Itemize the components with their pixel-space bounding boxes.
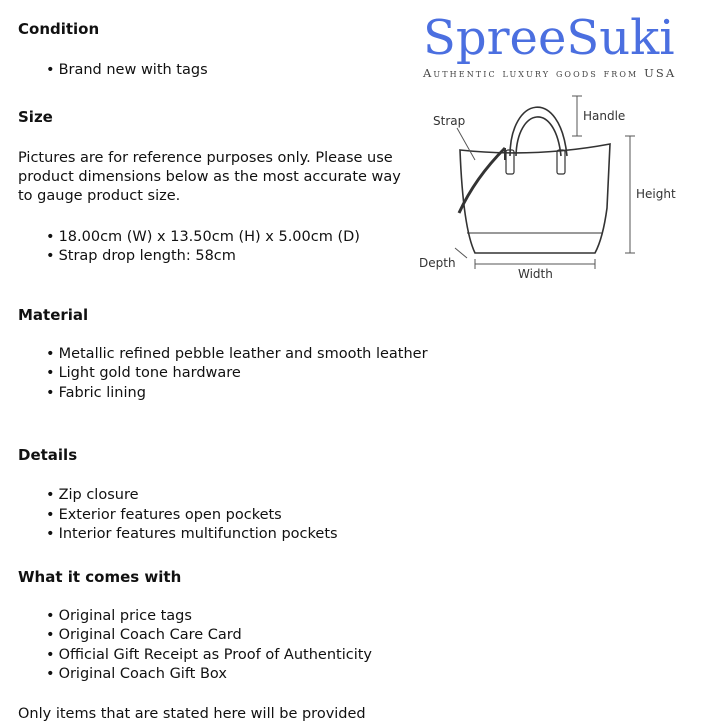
- logo-brand-name: SpreeSuki: [423, 10, 675, 66]
- list-item: • Zip closure: [46, 486, 718, 506]
- condition-list: [18, 61, 718, 81]
- comes-with-list: [18, 607, 718, 685]
- size-note: Pictures are for reference purposes only. Please use product dimensions below as the most accurate way to gauge product size.: [18, 149, 401, 204]
- section-size: [18, 107, 718, 267]
- size-title: Size: [18, 107, 53, 126]
- condition-title: Condition: [18, 20, 100, 38]
- material-title: Material: [18, 305, 89, 324]
- list-item: • Official Gift Receipt as Proof of Authenticity: [46, 646, 718, 666]
- list-item: • Strap drop length: 58cm: [46, 247, 718, 267]
- section-details: [18, 445, 718, 545]
- list-item: • Original price tags: [46, 607, 718, 627]
- label-height: Height: [636, 187, 676, 201]
- section-material: [18, 305, 718, 404]
- list-item: • Metallic refined pebble leather and smooth leather: [46, 345, 718, 365]
- comes-with-title: What it comes with: [18, 567, 182, 586]
- label-strap: Strap: [433, 114, 466, 128]
- list-item: • Fabric lining: [46, 384, 718, 404]
- list-item: • Original Coach Gift Box: [46, 665, 718, 685]
- list-item: • Light gold tone hardware: [46, 364, 718, 384]
- section-comes-with: [18, 567, 718, 685]
- details-list: [18, 486, 718, 545]
- details-title: Details: [18, 446, 78, 464]
- logo-tagline: Authentic luxury goods from USA: [423, 66, 677, 80]
- label-handle: Handle: [583, 109, 626, 123]
- footer-note: Only items that are stated here will be provided: [18, 705, 366, 722]
- label-depth: Depth: [419, 256, 456, 270]
- label-width: Width: [518, 267, 553, 281]
- section-condition: [18, 19, 718, 81]
- size-list: [18, 228, 718, 267]
- list-item: • 18.00cm (W) x 13.50cm (H) x 5.00cm (D): [46, 228, 718, 248]
- list-item: • Brand new with tags: [46, 61, 718, 81]
- list-item: • Exterior features open pockets: [46, 506, 718, 526]
- product-description: [18, 0, 718, 724]
- material-list: [18, 345, 718, 404]
- list-item: • Interior features multifunction pockets: [46, 525, 718, 545]
- list-item: • Original Coach Care Card: [46, 626, 718, 646]
